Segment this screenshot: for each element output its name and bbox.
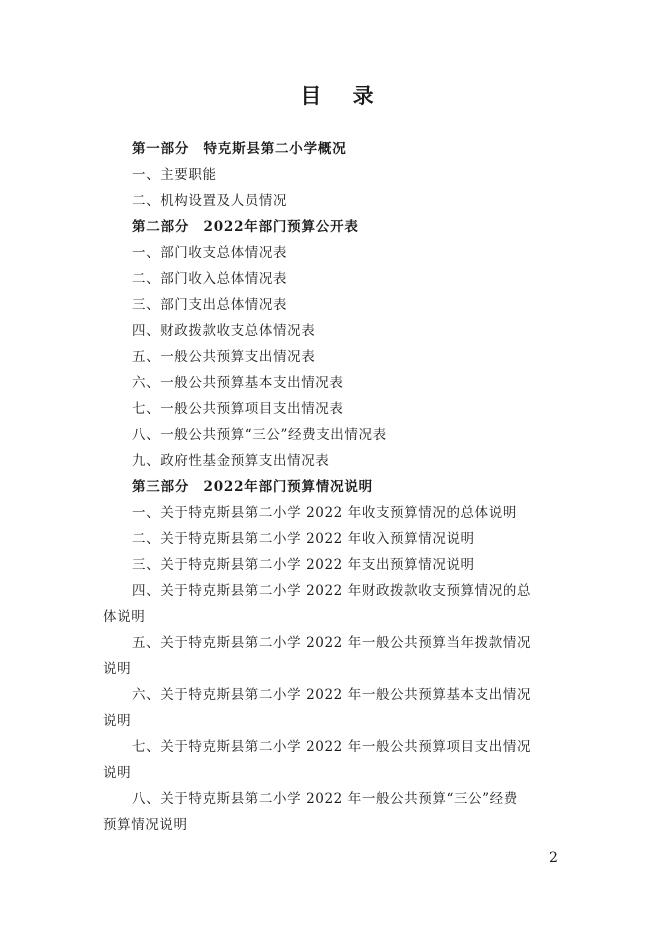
toc-part2-heading: 第二部分 2022年部门预算公开表 — [132, 219, 359, 235]
page-title: 目 录 — [300, 83, 386, 108]
toc-item-continuation: 说明 — [103, 661, 132, 677]
toc-item: 一、部门收支总体情况表 — [132, 245, 288, 261]
toc-item: 八、关于特克斯县第二小学 2022 年一般公共预算“三公”经费 — [132, 791, 518, 807]
toc-item: 八、一般公共预算“三公”经费支出情况表 — [132, 427, 387, 443]
toc-item: 五、一般公共预算支出情况表 — [132, 349, 316, 365]
toc-item: 五、关于特克斯县第二小学 2022 年一般公共预算当年拨款情况 — [132, 635, 532, 651]
toc-item: 三、部门支出总体情况表 — [132, 297, 288, 313]
toc-item: 六、一般公共预算基本支出情况表 — [132, 375, 344, 391]
toc-part1-heading: 第一部分 特克斯县第二小学概况 — [132, 141, 347, 157]
toc-item: 二、部门收入总体情况表 — [132, 271, 288, 287]
toc-item: 六、关于特克斯县第二小学 2022 年一般公共预算基本支出情况 — [132, 687, 532, 703]
toc-part3-heading: 第三部分 2022年部门预算情况说明 — [132, 479, 373, 495]
toc-item-continuation: 说明 — [103, 765, 132, 781]
toc-item: 二、机构设置及人员情况 — [132, 193, 288, 209]
toc-item-continuation: 体说明 — [103, 609, 146, 625]
toc-item: 一、主要职能 — [132, 167, 217, 183]
toc-item: 七、一般公共预算项目支出情况表 — [132, 401, 344, 417]
toc-item: 七、关于特克斯县第二小学 2022 年一般公共预算项目支出情况 — [132, 739, 532, 755]
toc-item: 四、财政拨款收支总体情况表 — [132, 323, 316, 339]
toc-item-continuation: 说明 — [103, 713, 132, 729]
toc-item-continuation: 预算情况说明 — [103, 817, 188, 833]
page-number: 2 — [549, 850, 558, 866]
toc-item: 二、关于特克斯县第二小学 2022 年收入预算情况说明 — [132, 531, 475, 547]
toc-item: 三、关于特克斯县第二小学 2022 年支出预算情况说明 — [132, 557, 475, 573]
toc-item: 四、关于特克斯县第二小学 2022 年财政拨款收支预算情况的总 — [132, 583, 532, 599]
toc-item: 九、政府性基金预算支出情况表 — [132, 453, 330, 469]
toc-item: 一、关于特克斯县第二小学 2022 年收支预算情况的总体说明 — [132, 505, 517, 521]
